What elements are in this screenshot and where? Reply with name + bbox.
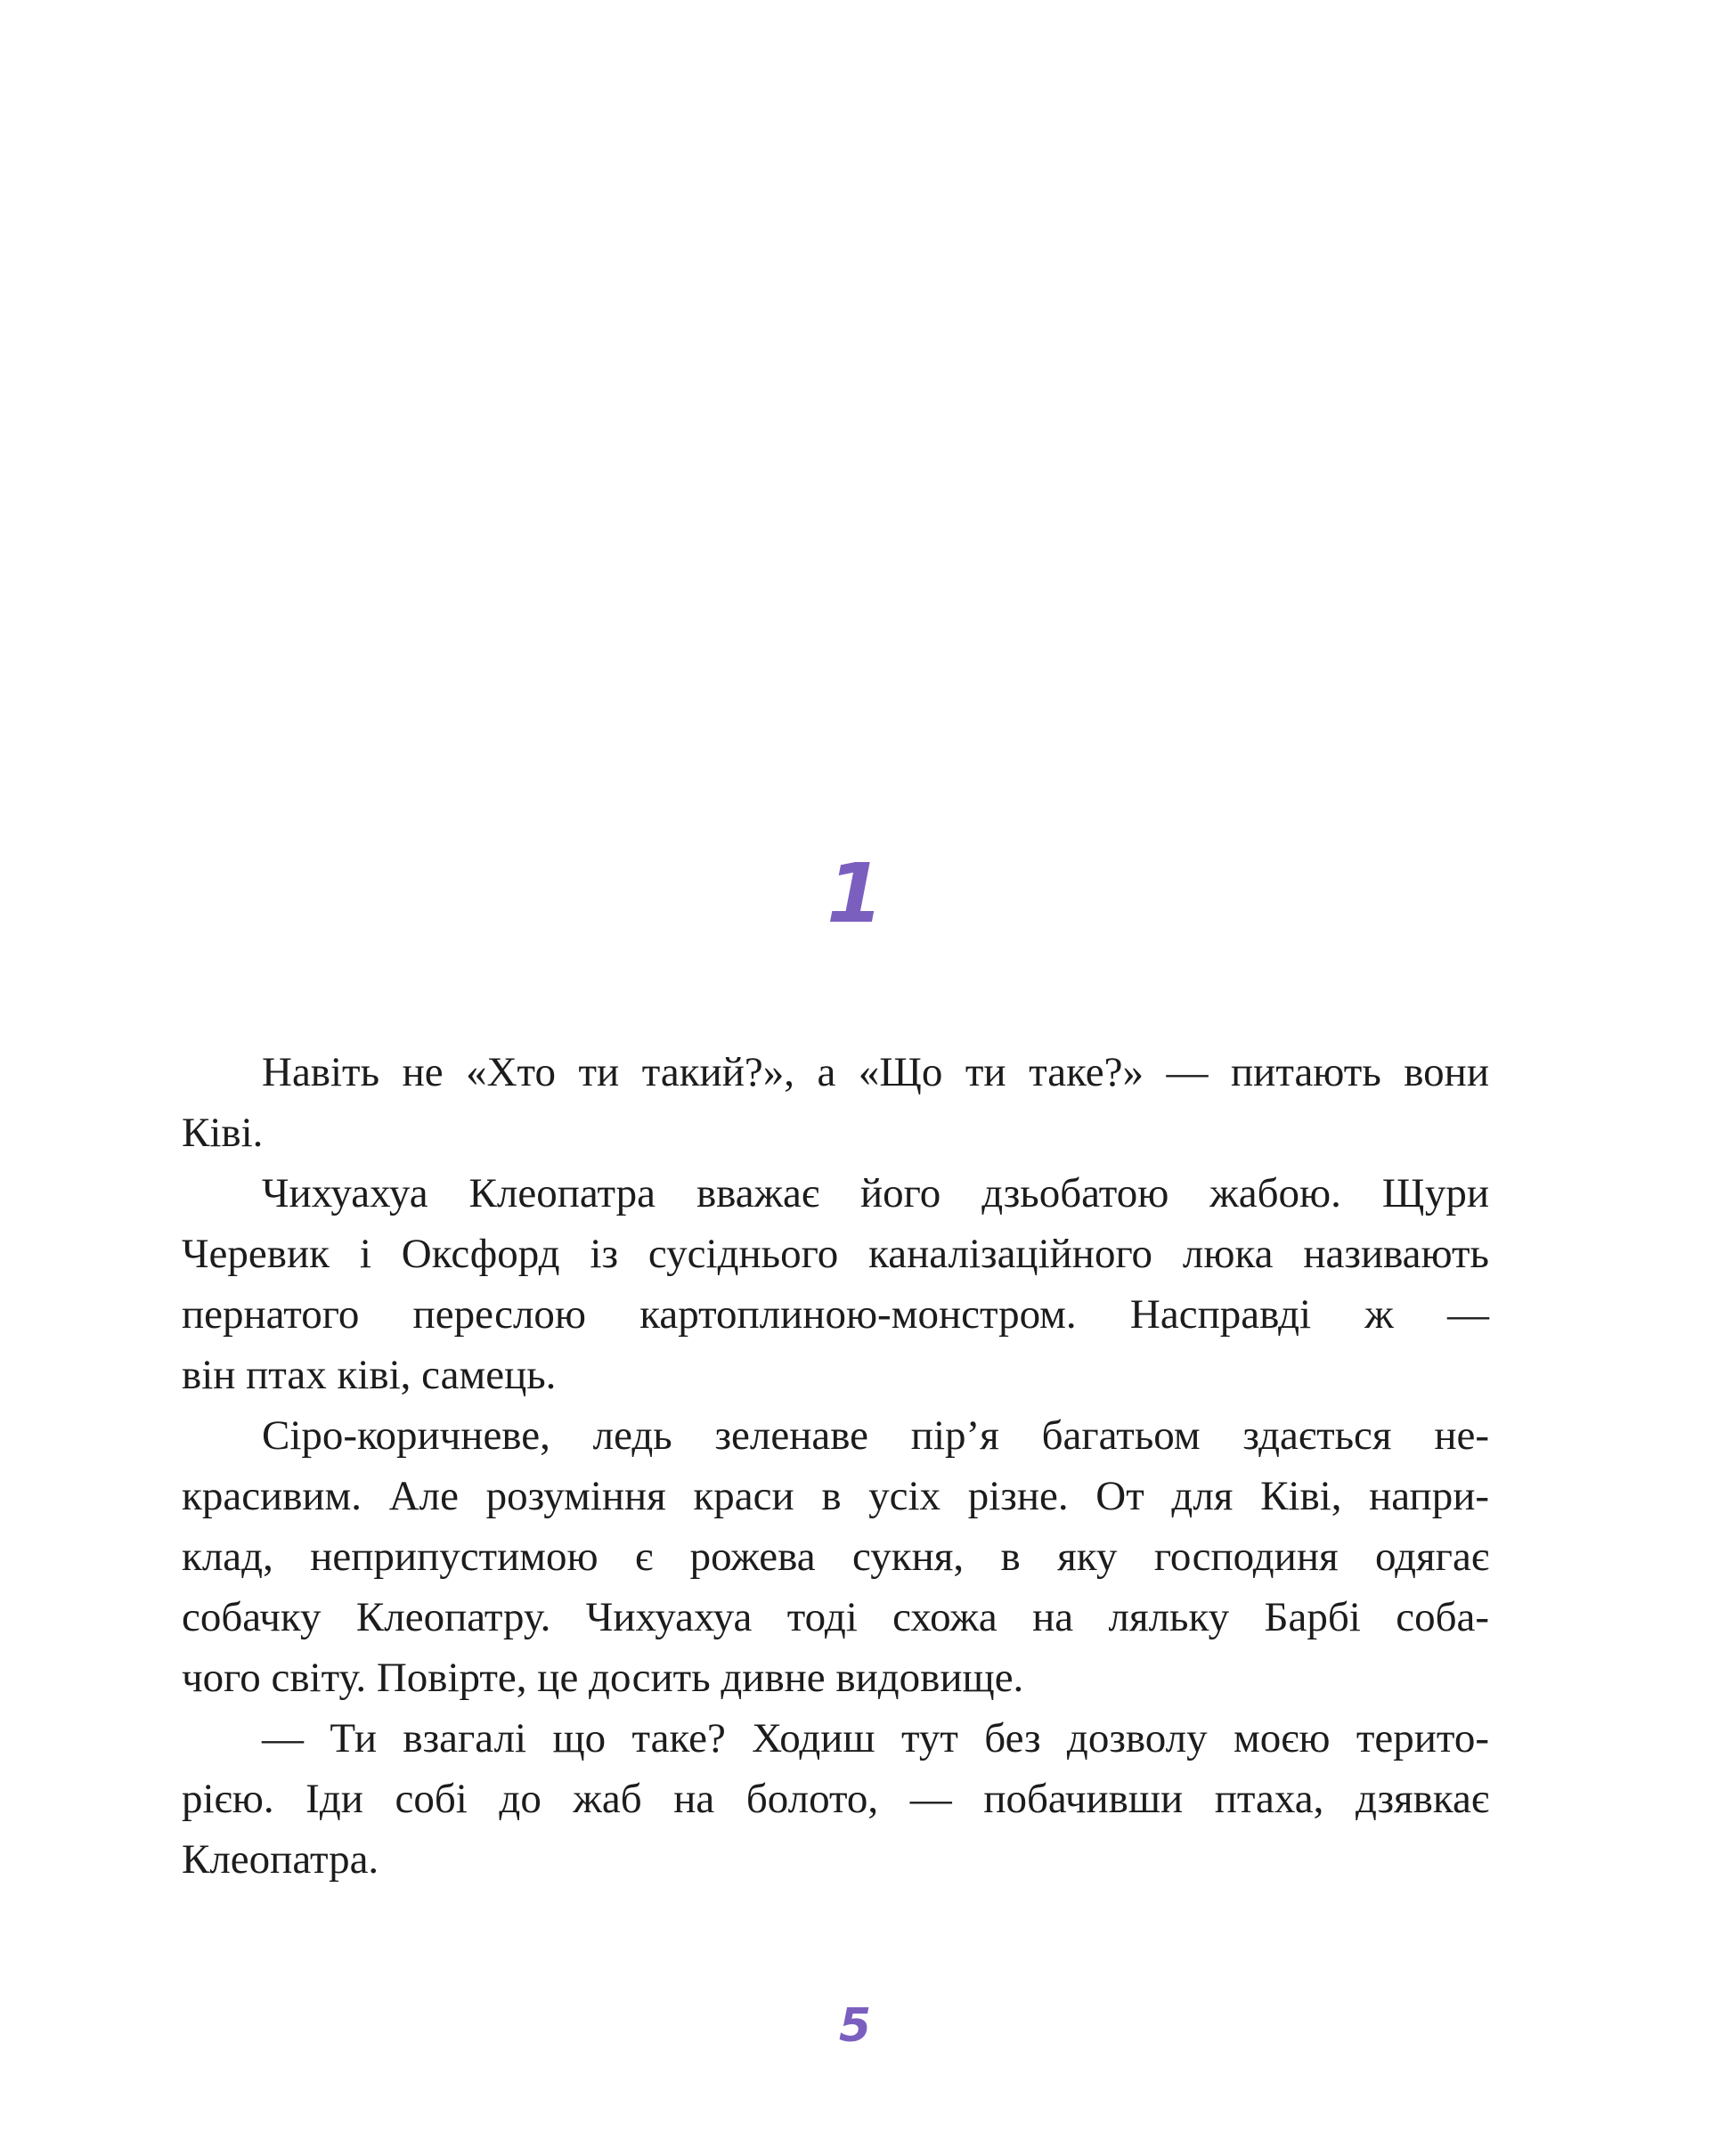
text-line: красивим. Але розуміння краси в усіх різне. От для Ківі, напри-	[182, 1473, 1489, 1519]
text-line: Черевик і Оксфорд із сусіднього каналізаційного люка називають	[182, 1231, 1489, 1277]
text-line: Клеопатра.	[182, 1836, 379, 1883]
text-line: собачку Клеопатру. Чихуахуа тоді схожа на ляльку Барбі соба-	[182, 1594, 1489, 1640]
chapter-number: 1	[826, 846, 884, 941]
text-line: Ківі.	[182, 1110, 264, 1156]
text-line: Чихуахуа Клеопатра вважає його дзьобатою жабою. Щури	[262, 1170, 1489, 1216]
text-line: клад, неприпустимою є рожева сукня, в яку господиня одягає	[182, 1534, 1489, 1580]
body-text	[182, 1042, 1489, 1890]
text-line: — Ти взагалі що таке? Ходиш тут без дозволу моєю терито-	[262, 1715, 1489, 1761]
text-line: він птах ківі, самець.	[182, 1352, 557, 1398]
text-line: чого світу. Повірте, це досить дивне видовище.	[182, 1655, 1024, 1701]
text-line: Навіть не «Хто ти такий?», а «Що ти таке?» — питають вони	[262, 1049, 1489, 1095]
text-line: Сіро-коричневе, ледь зеленаве пір’я багатьом здається не-	[262, 1412, 1489, 1459]
text-line: пернатого переслою картоплиною-монстром. Насправді ж —	[182, 1291, 1489, 1338]
page-number: 5	[838, 1999, 872, 2053]
text-line: рією. Іди собі до жаб на болото, — побачивши птаха, дзявкає	[182, 1776, 1489, 1822]
